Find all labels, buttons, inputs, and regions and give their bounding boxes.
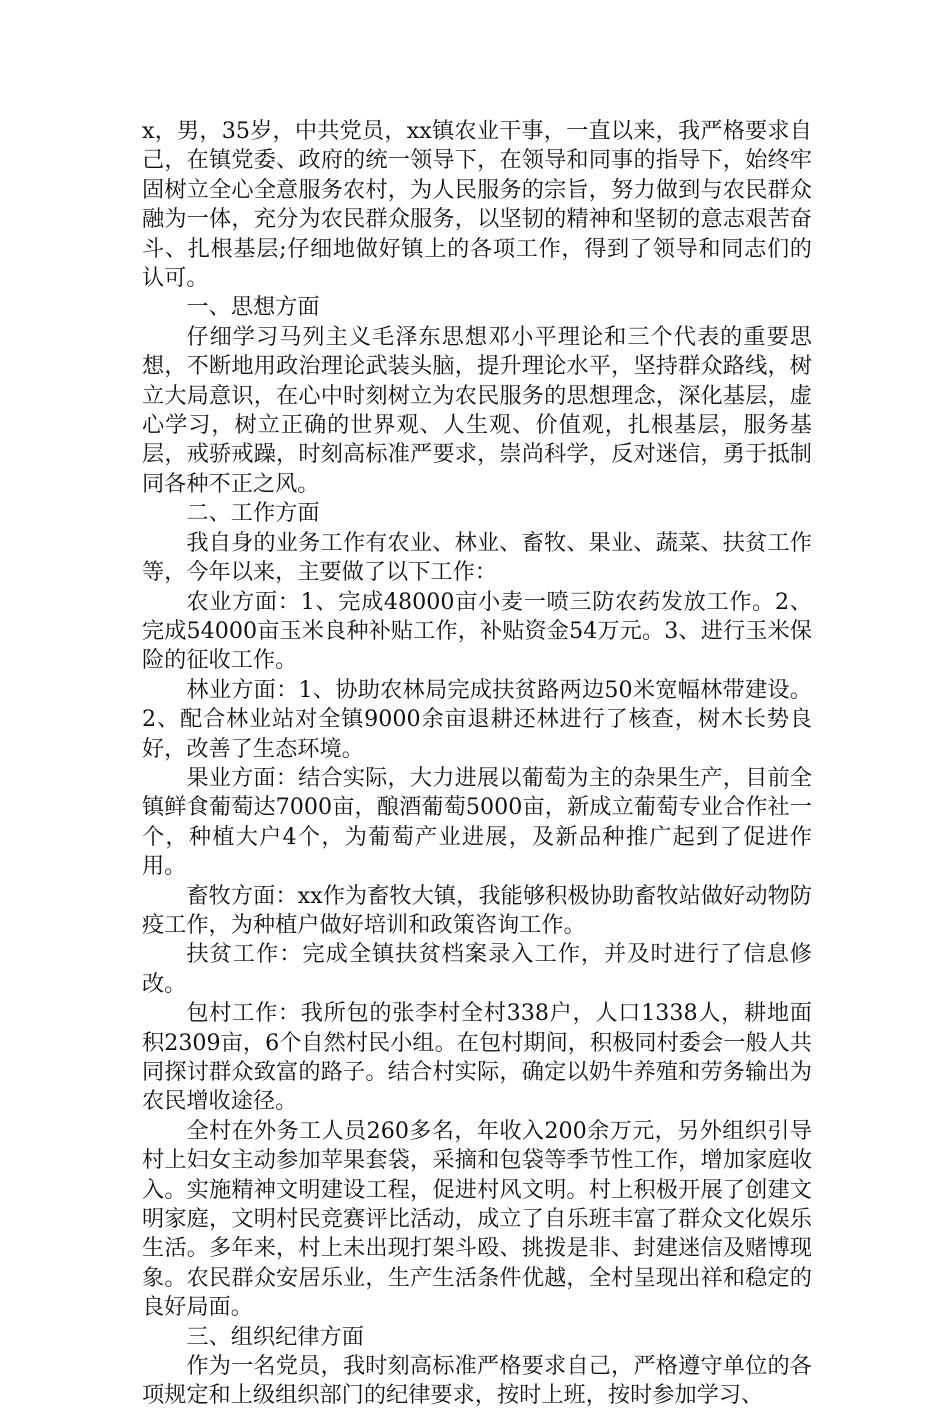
village-paragraph: 包村工作：我所包的张李村全村338户，人口1338人，耕地面积2309亩，6个自然村民小组。在包村期间，积极同村委会一般人共同探讨群众致富的路子。结合村实际，确定以奶牛养殖和劳务输出为农民增收途径。: [142, 1000, 812, 1115]
poverty-paragraph: 扶贫工作：完成全镇扶贫档案录入工作，并及时进行了信息修改。: [142, 941, 812, 997]
intro-paragraph: x，男，35岁，中共党员，xx镇农业干事，一直以来，我严格要求自己，在镇党委、政府的统一领导下，在领导和同事的指导下，始终牢固树立全心全意服务农村，为人民服务的宗旨，努力做到与农民群众融为一体，充分为农民群众服务，以坚韧的精神和坚韧的意志艰苦奋斗、扎根基层;仔细地做好镇上的各项工作，得到了领导和同志们的认可。: [142, 118, 812, 292]
thought-paragraph: 仔细学习马列主义毛泽东思想邓小平理论和三个代表的重要思想，不断地用政治理论武装头脑，提升理论水平，坚持群众路线，树立大局意识，在心中时刻树立为农民服务的思想理念，深化基层，虚心学习，树立正确的世界观、人生观、价值观，扎根基层，服务基层，戒骄戒躁，时刻高标准严要求，崇尚科学，反对迷信，勇于抵制同各种不正之风。: [142, 323, 812, 497]
section-heading-work: 二、工作方面: [186, 500, 320, 527]
village-results-paragraph: 全村在外务工人员260多名，年收入200余万元，另外组织引导村上妇女主动参加苹果套袋，采摘和包袋等季节性工作，增加家庭收入。实施精神文明建设工程，促进村风文明。村上积极开展了创建文明家庭，文明村民竞赛评比活动，成立了自乐班丰富了群众文化娱乐生活。多年来，村上未出现打架斗殴、挑拨是非、封建迷信及赌博现象。农民群众安居乐业，生产生活条件优越，全村呈现出祥和稳定的良好局面。: [142, 1117, 812, 1321]
discipline-paragraph: 作为一名党员，我时刻高标准严格要求自己，严格遵守单位的各项规定和上级组织部门的纪律要求，按时上班，按时参加学习、: [142, 1353, 812, 1409]
agriculture-paragraph: 农业方面：1、完成48000亩小麦一喷三防农药发放工作。2、完成54000亩玉米良种补贴工作，补贴资金54万元。3、进行玉米保险的征收工作。: [142, 588, 812, 674]
document-page: [142, 117, 812, 1411]
forestry-paragraph: 林业方面：1、协助农林局完成扶贫路两边50米宽幅林带建设。2、配合林业站对全镇9000余亩退耕还林进行了核查，树木长势良好，改善了生态环境。: [142, 676, 812, 762]
livestock-paragraph: 畜牧方面：xx作为畜牧大镇，我能够积极协助畜牧站做好动物防疫工作，为种植户做好培训和政策咨询工作。: [142, 882, 812, 938]
section-heading-thought: 一、思想方面: [186, 294, 320, 321]
fruit-paragraph: 果业方面：结合实际，大力进展以葡萄为主的杂果生产，目前全镇鲜食葡萄达7000亩，酿酒葡萄5000亩，新成立葡萄专业合作社一个，种植大户4个，为葡萄产业进展，及新品种推广起到了促进作用。: [142, 764, 812, 880]
work-intro-paragraph: 我自身的业务工作有农业、林业、畜牧、果业、蔬菜、扶贫工作等，今年以来，主要做了以下工作：: [142, 529, 812, 586]
section-heading-discipline: 三、组织纪律方面: [186, 1323, 364, 1350]
